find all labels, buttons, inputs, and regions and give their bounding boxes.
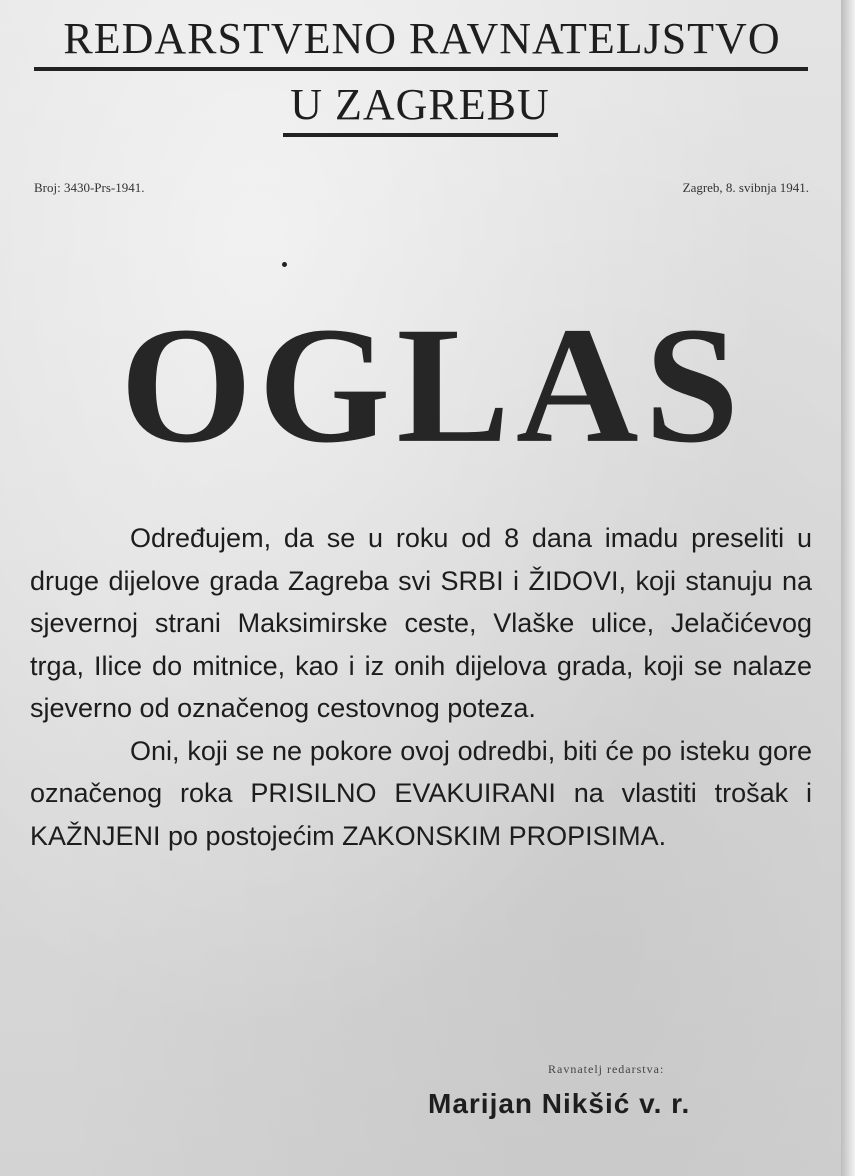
announcement-paragraph-2: Oni, koji se ne pokore ovoj odredbi, biti će po isteku gore označenog roka PRISILNO EVAKUIRANI na vlastiti trošak i KAŽNJENI po postojećim ZAKONSKIM PROPISIMA. <box>30 735 812 851</box>
signature-role: Ravnatelj redarstva: <box>548 1062 665 1076</box>
header-city-rule <box>283 133 558 137</box>
signature-name: Marijan Nikšić v. r. <box>428 1088 691 1119</box>
poster-title: OGLAS <box>120 292 746 478</box>
header-authority: REDARSTVENO RAVNATELJSTVO <box>63 14 781 63</box>
paper-edge <box>841 0 855 1176</box>
header-city: U ZAGREBU <box>290 80 550 129</box>
announcement-body <box>30 517 812 857</box>
reference-date: Zagreb, 8. svibnja 1941. <box>682 180 809 195</box>
reference-number: Broj: 3430-Prs-1941. <box>34 180 145 195</box>
print-dot <box>282 262 287 267</box>
announcement-paragraph-1: Određujem, da se u roku od 8 dana imadu preseliti u druge dijelove grada Zagreba svi SRBI i ŽIDOVI, koji stanuju na sjevernoj strani Maksimirske ceste, Vlaške ulice, Jelačićevog trga, Ilice do mitnice, kao i iz onih dijelova grada, koji se nalaze sjeverno od označenog cestovnog poteza. <box>30 523 812 723</box>
header-rule <box>34 67 808 71</box>
